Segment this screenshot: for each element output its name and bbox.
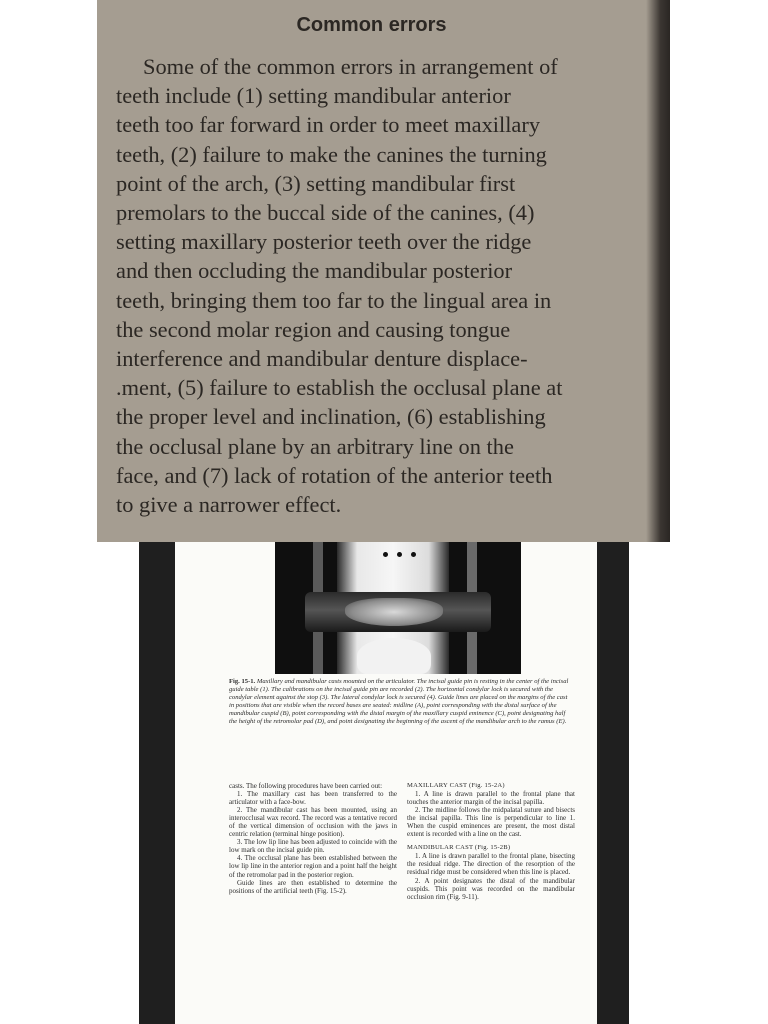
figure-caption: [229, 678, 573, 725]
guide-pin-dot: [383, 552, 388, 557]
paragraph: 3. The low lip line has been adjusted to coincide with the low mark on the incisal guide pin.: [229, 838, 397, 855]
text-line: interference and mandibular denture displace-: [116, 346, 528, 372]
scanned-page: [175, 542, 597, 1024]
cast-base: [357, 638, 431, 674]
body-text: [116, 52, 628, 519]
paragraph: Guide lines are then established to determine the positions of the artificial teeth (Fig. 15-2).: [229, 878, 397, 895]
guide-pin-dot: [397, 552, 402, 557]
text-line: face, and (7) lack of rotation of the anterior teeth: [116, 462, 553, 488]
paragraph: 1. A line is drawn parallel to the frontal plane, bisecting the residual ridge. The direction of the resorption of the residual ridge must be considered when this line is placed.: [407, 852, 575, 877]
text-line: the second molar region and causing tongue: [116, 316, 511, 342]
dental-cast: [345, 598, 443, 626]
articulator-photo: [275, 542, 521, 674]
paragraph: 2. The mandibular cast has been mounted, using an interocclusal wax record. The record was a tentative record of the vertical dimension of occlusion with the jaws in centric relation (terminal hinge position).: [229, 806, 397, 839]
text-line: setting maxillary posterior teeth over the ridge: [116, 229, 532, 255]
figure-label: Fig. 15-1.: [229, 678, 256, 685]
paragraph: casts. The following procedures have been carried out:: [229, 782, 383, 790]
paragraph: 2. The midline follows the midpalatal suture and bisects the incisal papilla. This line is perpendicular to line 1. When the cuspid eminences are present, the most distal extent is recorded with a line on the cast.: [407, 806, 575, 839]
page-edge-shadow: [646, 0, 670, 542]
text-line: teeth include (1) setting mandibular anterior: [116, 83, 511, 109]
left-column: [229, 782, 397, 895]
text-line: teeth, bringing them too far to the lingual area in: [116, 287, 552, 313]
text-line: point of the arch, (3) setting mandibular first: [116, 170, 516, 196]
text-line: teeth, (2) failure to make the canines the turning: [116, 141, 547, 167]
section-title: Common errors: [296, 14, 447, 36]
subheading: MAXILLARY CAST (Fig. 15-2A): [407, 782, 505, 789]
photographed-page-top: [97, 0, 670, 542]
text-line: premolars to the buccal side of the canines, (4): [116, 200, 535, 226]
paragraph: 2. A point designates the distal of the mandibular cuspids. This point was recorded on the mandibular occlusion rim (Fig. 9-11).: [407, 876, 575, 901]
paragraph: 4. The occlusal plane has been established between the low lip line in the anterior region and a point half the height of the retromolar pad in the posterior region.: [229, 854, 397, 879]
subheading: MANDIBULAR CAST (Fig. 15-2B): [407, 844, 511, 852]
text-line: teeth too far forward in order to meet maxillary: [116, 112, 541, 138]
paragraph: 1. The maxillary cast has been transferred to the articulator with a face-bow.: [229, 790, 397, 807]
text-line: the proper level and inclination, (6) establishing: [116, 404, 546, 430]
text-line: Some of the common errors in arrangement of: [143, 54, 558, 79]
right-column: [407, 782, 575, 901]
paragraph: 1. A line is drawn parallel to the frontal plane that touches the anterior margin of the incisal papilla.: [407, 790, 575, 807]
text-line: to give a narrower effect.: [116, 492, 342, 518]
scanned-page-frame: [139, 542, 629, 1024]
text-line: .ment, (5) failure to establish the occlusal plane at: [116, 375, 563, 401]
guide-pin-dot: [411, 552, 416, 557]
text-line: and then occluding the mandibular posterior: [116, 258, 513, 284]
caption-text: Maxillary and mandibular casts mounted on the articulator. The incisal guide pin is resting in the center of the incisal guide table (1). The calibrations on the incisal guide pin are recorded (2). The horizontal condylar lock is secured with the condylar element against the stop (3). The lateral condylar lock is secured (4). Guide lines are placed on the margins of the cast in positions that are visible when the record bases are seated: midline (A), point corresponding with the distal surface of the mandibular cuspid (B), point corresponding with the distal margin of the maxillary cuspid eminence (C), point designating half the height of the retromolar pad (D), and point designating the beginning of the ascent of the mandibular arch to the ramus (E).: [229, 678, 569, 725]
text-line: the occlusal plane by an arbitrary line on the: [116, 433, 514, 459]
